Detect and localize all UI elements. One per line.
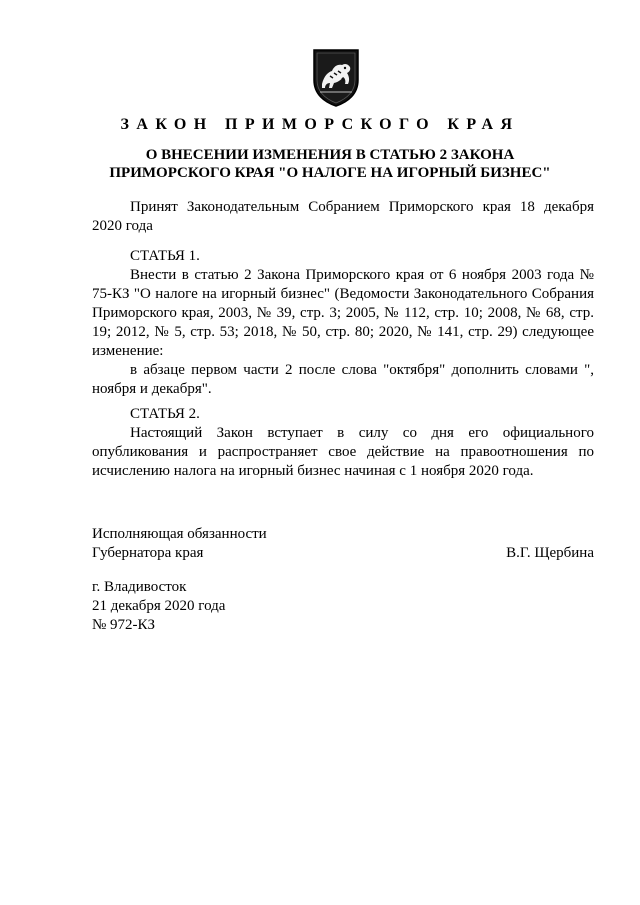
place-date-number xyxy=(92,578,392,635)
subject-line-1: О ВНЕСЕНИИ ИЗМЕНЕНИЯ В СТАТЬЮ 2 ЗАКОНА xyxy=(145,147,515,163)
law-title: ЗАКОН ПРИМОРСКОГО КРАЯ xyxy=(120,116,520,133)
article-2-paragraph-1: Настоящий Закон вступает в силу со дня его официального опубликования и распространяет свое действие на правоотношения по исчислению налога на игорный бизнес начиная с 1 ноября 2020 года. xyxy=(92,425,594,479)
signature-block xyxy=(92,525,594,563)
article-1-paragraph-1: Внести в статью 2 Закона Приморского края от 6 ноября 2003 года № 75-КЗ "О налоге на игорный бизнес" (Ведомости Законодательного Собрания Приморского края, 2003, № 39, стр. 3; 2005, № 112, стр. 10; 2008, № 68, стр. 19; 2012, № 5, стр. 53; 2018, № 50, стр. 80; 2020, № 141, стр. 29) следующее изменение: xyxy=(92,267,594,359)
article-1-heading: СТАТЬЯ 1. xyxy=(130,248,200,264)
adoption-note xyxy=(92,198,594,236)
subject-line-2: ПРИМОРСКОГО КРАЯ "О НАЛОГЕ НА ИГОРНЫЙ БИЗНЕС" xyxy=(109,165,551,181)
signing-date: 21 декабря 2020 года xyxy=(92,598,226,614)
adoption-text: Принят Законодательным Собранием Приморского края 18 декабря 2020 года xyxy=(92,199,594,234)
article-1-body xyxy=(92,266,594,399)
article-2-body xyxy=(92,424,594,481)
law-subject-title xyxy=(60,146,600,182)
signatory-position-line-1: Исполняющая обязанности xyxy=(92,526,267,542)
signatory-position-line-2: Губернатора края xyxy=(92,545,204,561)
law-number: № 972-КЗ xyxy=(92,617,156,633)
article-2-heading: СТАТЬЯ 2. xyxy=(130,406,200,422)
article-1-paragraph-2: в абзаце первом части 2 после слова "октября" дополнить словами ", ноября и декабря". xyxy=(92,362,594,397)
city: г. Владивосток xyxy=(92,579,187,595)
coat-of-arms-icon xyxy=(310,46,362,108)
signatory-name: В.Г. Щербина xyxy=(506,545,594,561)
